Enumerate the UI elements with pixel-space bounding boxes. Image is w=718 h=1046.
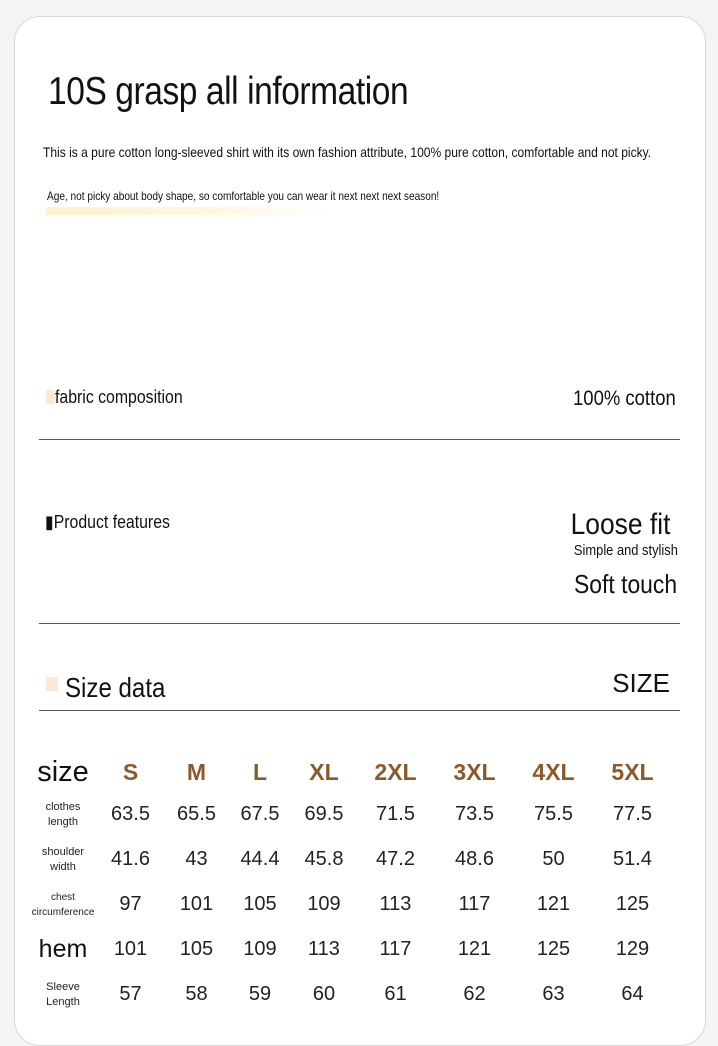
text-highlight [46,207,326,215]
table-cell: 105 [243,893,277,915]
size-heading: L [252,758,268,785]
table-cell: 125 [536,938,571,960]
table-cell: 45.8 [304,848,344,870]
table-cell: 109 [307,893,341,915]
product-note: Age, not picky about body shape, so comfortable you can wear it next next next season! [47,189,440,203]
features-label: ▮Product features [45,512,170,532]
table-cell: 58 [185,983,208,1005]
row-label: shoulder width [41,845,85,873]
size-heading: 4XL [532,758,575,785]
divider [39,439,680,440]
table-row [30,882,672,927]
table-row [30,792,672,837]
table-cell: 41.6 [111,848,150,870]
table-cell: 69.5 [304,803,344,825]
size-heading: 5XL [611,758,654,785]
table-cell: 121 [457,938,492,960]
table-row [30,972,672,1017]
table-cell: 62 [463,983,486,1005]
row-label: clothes length [45,800,81,828]
divider [39,710,680,711]
fabric-label: fabric composition [55,387,183,407]
section-marker [46,390,55,404]
table-cell: 117 [458,893,491,915]
feature-soft-touch: Soft touch [573,569,677,599]
row-label: chest circumference [31,891,95,918]
size-heading: M [186,758,207,785]
table-cell: 77.5 [613,803,652,825]
table-cell: 73.5 [455,803,494,825]
table-cell: 50 [542,848,565,870]
table-cell: 125 [615,893,650,915]
table-cell: 121 [536,893,571,915]
feature-loose-fit: Loose fit [570,508,670,541]
table-cell: 43 [185,848,208,870]
size-heading: XL [309,758,339,785]
table-cell: 64 [621,983,644,1005]
table-row [30,837,672,882]
size-data-title: Size data [65,672,166,703]
table-cell: 129 [615,938,650,960]
table-cell: 97 [119,893,142,915]
size-heading: S [122,758,139,785]
size-header-label: size [37,755,89,788]
table-cell: 71.5 [376,803,415,825]
row-label: Sleeve Length [46,980,80,1008]
table-cell: 51.4 [613,848,652,870]
table-cell: 61 [384,983,407,1005]
table-cell: 57 [119,983,142,1005]
table-cell: 75.5 [534,803,573,825]
table-cell: 101 [179,893,214,915]
row-label: hem [38,935,88,963]
table-cell: 59 [248,983,272,1005]
table-row [30,927,672,972]
section-marker [46,677,58,691]
size-table [30,752,672,1017]
table-cell: 117 [379,938,412,960]
table-cell: 101 [113,938,148,960]
table-cell: 65.5 [177,803,216,825]
table-cell: 48.6 [455,848,494,870]
table-cell: 63 [542,983,565,1005]
table-cell: 109 [243,938,277,960]
table-cell: 44.4 [240,848,280,870]
product-intro: This is a pure cotton long-sleeved shirt with its own fashion attribute, 100% pure cotton, comfortable and not picky. [43,144,652,160]
table-cell: 63.5 [111,803,150,825]
size-heading: 3XL [453,758,496,785]
fabric-value: 100% cotton [573,387,676,410]
table-cell: 60 [312,983,336,1005]
feature-loose-fit-subtitle: Simple and stylish [574,542,678,559]
size-heading: 2XL [374,758,417,785]
page-title: 10S grasp all information [48,70,409,113]
size-label-right: SIZE [612,668,670,698]
table-cell: 113 [308,938,340,960]
table-cell: 67.5 [240,803,280,825]
table-cell: 105 [179,938,214,960]
table-cell: 113 [379,893,412,915]
divider [39,623,680,624]
table-cell: 47.2 [376,848,415,870]
size-header-row [30,752,672,792]
